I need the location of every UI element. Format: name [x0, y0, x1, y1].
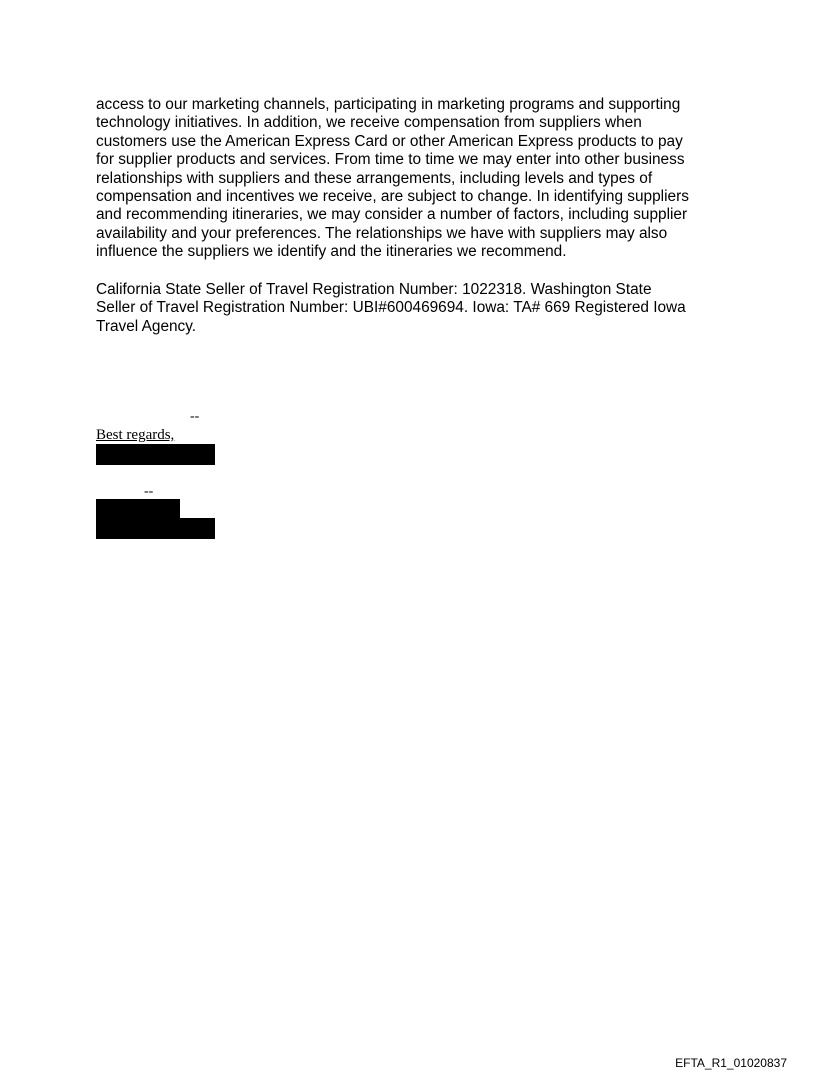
disclosure-paragraph: access to our marketing channels, participating in marketing programs and supporting technology initiatives. In addition, we receive compensation from suppliers when customers use the American Express Card or other American Express products to pay for supplier products and services. From time to time we may enter into other business relationships with suppliers and these arrangements, including levels and types of compensation and incentives we receive, are subject to change. In identifying suppliers and recommending itineraries, we may consider a number of factors, including supplier availability and your preferences. The relationships we have with suppliers may also influence the suppliers we identify and the itineraries we recommend.: [96, 96, 689, 261]
registration-paragraph: California State Seller of Travel Registration Number: 1022318. Washington State Seller of Travel Registration Number: UBI#600469694. Iowa: TA# 669 Registered Iowa Travel Agency.: [96, 281, 686, 335]
document-id-footer: EFTA_R1_01020837: [675, 1056, 787, 1070]
signature-separator: --: [190, 409, 200, 424]
redaction-block: [96, 444, 215, 465]
closing-text: Best regards,: [96, 427, 175, 443]
redaction-block: [96, 518, 215, 539]
redaction-block: [96, 499, 180, 519]
signature-separator: --: [144, 484, 154, 499]
